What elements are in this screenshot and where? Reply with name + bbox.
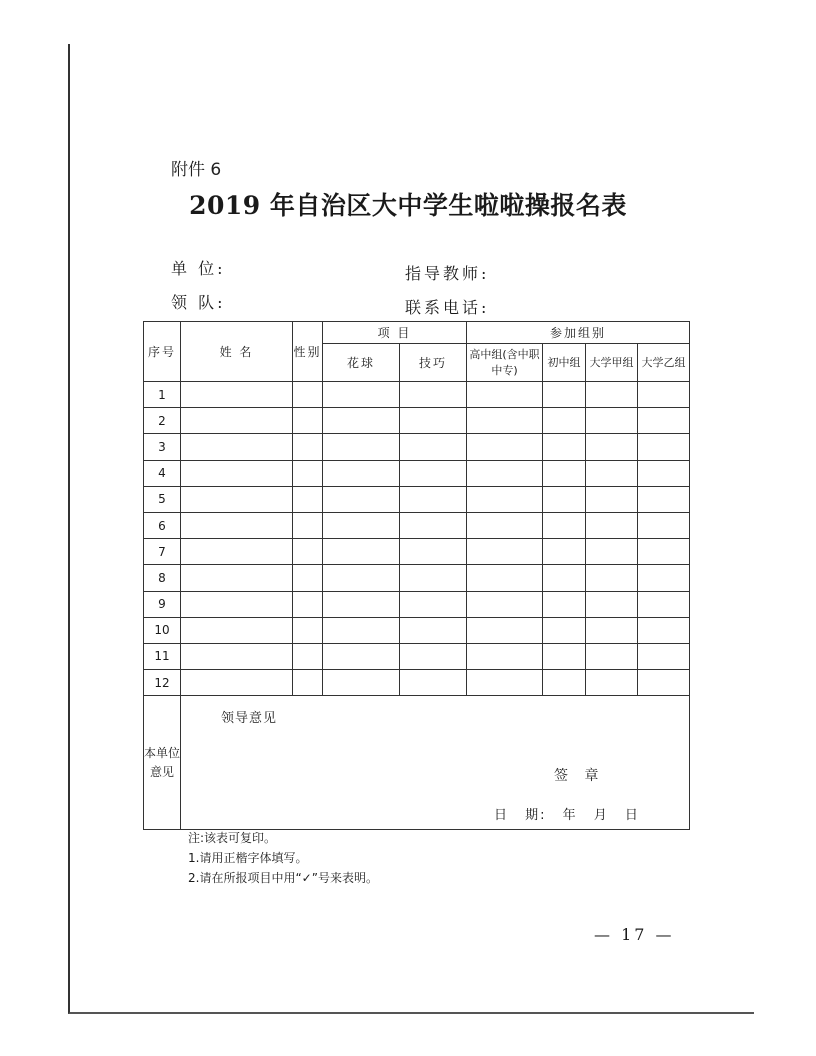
entry-cell[interactable] bbox=[543, 539, 586, 565]
entry-cell[interactable] bbox=[400, 670, 467, 696]
entry-cell[interactable] bbox=[586, 408, 638, 434]
row-number: 3 bbox=[144, 434, 181, 460]
phone-label: 联系电话: bbox=[405, 298, 490, 317]
entry-cell[interactable] bbox=[400, 408, 467, 434]
entry-cell[interactable] bbox=[543, 434, 586, 460]
opinion-side-label: 本单位意见 bbox=[144, 696, 181, 830]
entry-cell[interactable] bbox=[586, 670, 638, 696]
row-number: 6 bbox=[144, 512, 181, 538]
entry-cell[interactable] bbox=[181, 408, 293, 434]
entry-cell[interactable] bbox=[638, 539, 690, 565]
row-number: 8 bbox=[144, 565, 181, 591]
opinion-cell bbox=[181, 696, 690, 830]
entry-cell[interactable] bbox=[467, 434, 543, 460]
entry-cell[interactable] bbox=[467, 408, 543, 434]
table-row bbox=[144, 382, 690, 408]
entry-cell[interactable] bbox=[181, 539, 293, 565]
entry-cell[interactable] bbox=[400, 486, 467, 512]
entry-cell[interactable] bbox=[181, 486, 293, 512]
table-row bbox=[144, 617, 690, 643]
entry-cell[interactable] bbox=[543, 591, 586, 617]
entry-cell[interactable] bbox=[467, 565, 543, 591]
entry-cell[interactable] bbox=[181, 434, 293, 460]
entry-cell[interactable] bbox=[586, 591, 638, 617]
row-number: 12 bbox=[144, 670, 181, 696]
entry-cell[interactable] bbox=[293, 565, 323, 591]
entry-cell[interactable] bbox=[323, 460, 400, 486]
opinion-label: 领导意见 bbox=[221, 711, 278, 727]
entry-cell[interactable] bbox=[400, 539, 467, 565]
entry-cell[interactable] bbox=[323, 486, 400, 512]
entry-cell[interactable] bbox=[293, 512, 323, 538]
table-row bbox=[144, 591, 690, 617]
entry-cell[interactable] bbox=[293, 460, 323, 486]
entry-cell[interactable] bbox=[323, 408, 400, 434]
table-row bbox=[144, 670, 690, 696]
entry-cell[interactable] bbox=[400, 591, 467, 617]
entry-cell[interactable] bbox=[638, 486, 690, 512]
table-row bbox=[144, 512, 690, 538]
entry-cell[interactable] bbox=[293, 408, 323, 434]
entry-cell[interactable] bbox=[323, 434, 400, 460]
entry-cell[interactable] bbox=[323, 591, 400, 617]
row-number: 7 bbox=[144, 539, 181, 565]
entry-cell[interactable] bbox=[293, 382, 323, 408]
header-skills: 技巧 bbox=[400, 344, 467, 382]
entry-cell[interactable] bbox=[181, 382, 293, 408]
entry-cell[interactable] bbox=[586, 434, 638, 460]
entry-cell[interactable] bbox=[293, 539, 323, 565]
row-number: 2 bbox=[144, 408, 181, 434]
entry-cell[interactable] bbox=[181, 670, 293, 696]
entry-cell[interactable] bbox=[323, 512, 400, 538]
table-row bbox=[144, 565, 690, 591]
table-row bbox=[144, 408, 690, 434]
entry-cell[interactable] bbox=[543, 670, 586, 696]
entry-cell[interactable] bbox=[400, 512, 467, 538]
note-line: 1.请用正楷字体填写。 bbox=[188, 851, 308, 865]
entry-cell[interactable] bbox=[586, 539, 638, 565]
entry-cell[interactable] bbox=[586, 486, 638, 512]
entry-cell[interactable] bbox=[638, 670, 690, 696]
coach-label: 指导教师: bbox=[405, 264, 490, 283]
entry-cell[interactable] bbox=[638, 382, 690, 408]
date-label: 日 期: 年 月 日 bbox=[494, 808, 640, 824]
entry-cell[interactable] bbox=[586, 382, 638, 408]
entry-cell[interactable] bbox=[400, 565, 467, 591]
entry-cell[interactable] bbox=[467, 643, 543, 669]
entry-cell[interactable] bbox=[293, 617, 323, 643]
entry-cell[interactable] bbox=[293, 670, 323, 696]
entry-cell[interactable] bbox=[293, 434, 323, 460]
row-number: 4 bbox=[144, 460, 181, 486]
entry-cell[interactable] bbox=[323, 565, 400, 591]
page-title: 2019 年自治区大中学生啦啦操报名表 bbox=[189, 191, 627, 220]
entry-cell[interactable] bbox=[400, 617, 467, 643]
table-row bbox=[144, 434, 690, 460]
entry-cell[interactable] bbox=[638, 565, 690, 591]
entry-cell[interactable] bbox=[543, 486, 586, 512]
entry-cell[interactable] bbox=[638, 591, 690, 617]
entry-cell[interactable] bbox=[467, 512, 543, 538]
table-row bbox=[144, 539, 690, 565]
entry-cell[interactable] bbox=[400, 643, 467, 669]
entry-cell[interactable] bbox=[543, 617, 586, 643]
entry-cell[interactable] bbox=[586, 512, 638, 538]
entry-cell[interactable] bbox=[181, 512, 293, 538]
header-pompom: 花球 bbox=[323, 344, 400, 382]
row-number: 10 bbox=[144, 617, 181, 643]
entry-cell[interactable] bbox=[586, 460, 638, 486]
entry-cell[interactable] bbox=[586, 565, 638, 591]
row-number: 1 bbox=[144, 382, 181, 408]
header-event: 项 目 bbox=[323, 322, 467, 344]
registration-table bbox=[143, 321, 690, 830]
entry-cell[interactable] bbox=[181, 565, 293, 591]
note-line: 注:该表可复印。 bbox=[188, 831, 277, 845]
header-high-school: 高中组(含中职中专) bbox=[467, 344, 543, 382]
entry-cell[interactable] bbox=[543, 408, 586, 434]
row-number: 5 bbox=[144, 486, 181, 512]
entry-cell[interactable] bbox=[400, 460, 467, 486]
entry-cell[interactable] bbox=[543, 643, 586, 669]
entry-cell[interactable] bbox=[323, 382, 400, 408]
header-group: 参加组别 bbox=[467, 322, 690, 344]
entry-cell[interactable] bbox=[467, 539, 543, 565]
table-row bbox=[144, 643, 690, 669]
table-row bbox=[144, 486, 690, 512]
attachment-label: 附件 6 bbox=[171, 160, 222, 180]
entry-cell[interactable] bbox=[638, 460, 690, 486]
header-junior: 初中组 bbox=[543, 344, 586, 382]
note-line: 2.请在所报项目中用“✓”号来表明。 bbox=[188, 871, 378, 885]
entry-cell[interactable] bbox=[323, 670, 400, 696]
entry-cell[interactable] bbox=[638, 643, 690, 669]
entry-cell[interactable] bbox=[293, 591, 323, 617]
entry-cell[interactable] bbox=[638, 617, 690, 643]
row-number: 11 bbox=[144, 643, 181, 669]
entry-cell[interactable] bbox=[181, 643, 293, 669]
entry-cell[interactable] bbox=[400, 382, 467, 408]
entry-cell[interactable] bbox=[323, 539, 400, 565]
entry-cell[interactable] bbox=[638, 408, 690, 434]
entry-cell[interactable] bbox=[181, 617, 293, 643]
entry-cell[interactable] bbox=[400, 434, 467, 460]
entry-cell[interactable] bbox=[323, 643, 400, 669]
entry-cell[interactable] bbox=[638, 434, 690, 460]
entry-cell[interactable] bbox=[467, 486, 543, 512]
entry-cell[interactable] bbox=[638, 512, 690, 538]
entry-cell[interactable] bbox=[467, 617, 543, 643]
entry-cell[interactable] bbox=[543, 460, 586, 486]
unit-label: 单 位: bbox=[171, 259, 226, 278]
header-gender: 性别 bbox=[293, 322, 323, 382]
entry-cell[interactable] bbox=[181, 460, 293, 486]
header-uni-a: 大学甲组 bbox=[586, 344, 638, 382]
entry-cell[interactable] bbox=[543, 512, 586, 538]
entry-cell[interactable] bbox=[586, 617, 638, 643]
entry-cell[interactable] bbox=[467, 382, 543, 408]
header-no: 序号 bbox=[144, 322, 181, 382]
leader-label: 领 队: bbox=[171, 293, 226, 312]
entry-cell[interactable] bbox=[467, 670, 543, 696]
entry-cell[interactable] bbox=[586, 643, 638, 669]
entry-cell[interactable] bbox=[293, 486, 323, 512]
entry-cell[interactable] bbox=[467, 460, 543, 486]
row-number: 9 bbox=[144, 591, 181, 617]
entry-cell[interactable] bbox=[323, 617, 400, 643]
entry-cell[interactable] bbox=[467, 591, 543, 617]
entry-cell[interactable] bbox=[293, 643, 323, 669]
entry-cell[interactable] bbox=[543, 382, 586, 408]
table-row bbox=[144, 460, 690, 486]
entry-cell[interactable] bbox=[543, 565, 586, 591]
header-uni-b: 大学乙组 bbox=[638, 344, 690, 382]
page-number: — 17 — bbox=[594, 925, 675, 944]
seal-label: 签 章 bbox=[554, 768, 605, 785]
header-name: 姓 名 bbox=[181, 322, 293, 382]
entry-cell[interactable] bbox=[181, 591, 293, 617]
